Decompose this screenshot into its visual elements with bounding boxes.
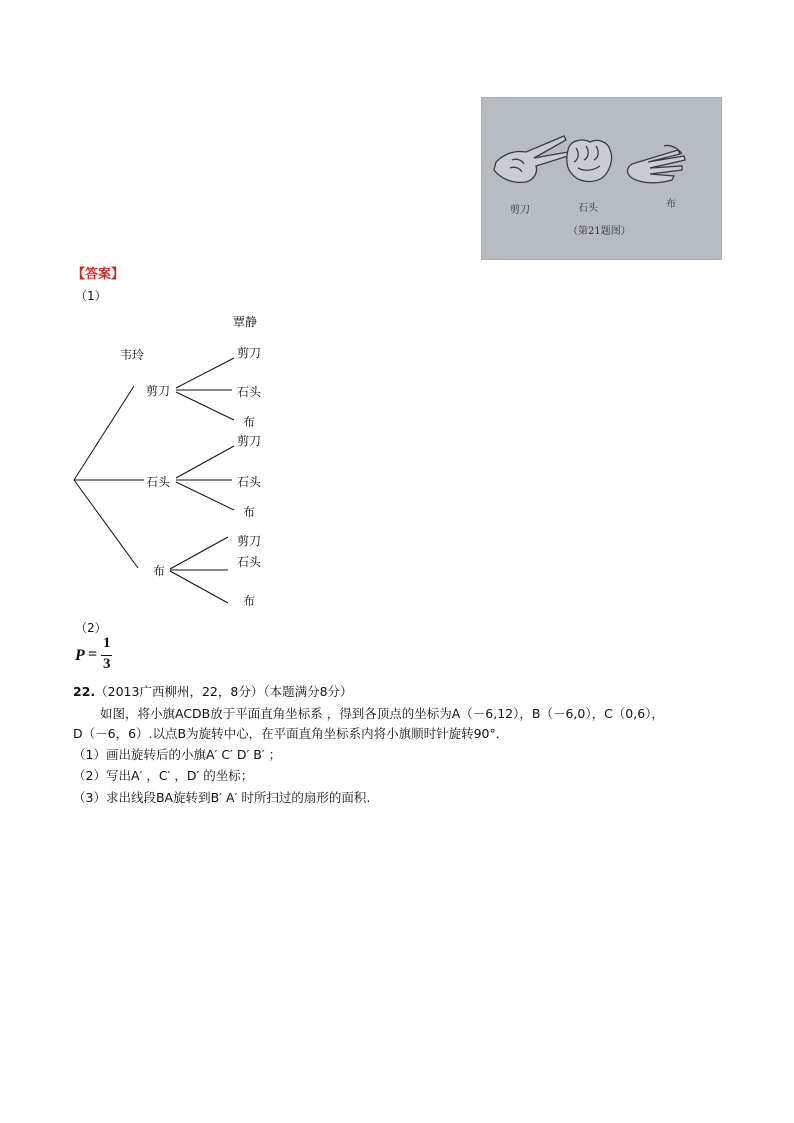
photo-label-paper: 布 [666,199,676,210]
question-line1: 如图，将小旗ACDB放于平面直角坐标系 ，得到各顶点的坐标为A（－6,12），B（－6,0），C（0,6）， [100,706,664,721]
branch-root-paper [74,480,138,568]
branch-rock-scissors [176,446,234,478]
probability-denominator: 3 [103,656,111,672]
probability-equals: = [88,646,98,663]
probability-numerator: 1 [103,635,111,651]
tree-node-l1-rock: 石头 [146,475,171,489]
probability-symbol: P [75,647,85,664]
tree-node-l2-paper-c: 布 [243,594,256,608]
tree-header-top: 覃静 [233,315,258,329]
question-number: 22. [73,684,96,699]
tree-node-l2-rock-b: 石头 [237,475,262,489]
photo-label-rock: 石头 [578,203,598,214]
branch-paper-scissors [170,537,228,569]
part1-label: （1） [75,289,107,303]
tree-node-l2-rock-a: 石头 [237,385,262,399]
tree-node-l2-paper-a: 布 [243,415,256,429]
branch-scissors-scissors [176,358,234,388]
tree-header-left: 韦玲 [120,348,145,362]
tree-node-l1-scissors: 剪刀 [146,384,171,398]
branch-scissors-paper [176,392,234,420]
question-header [73,682,353,700]
question-line2: D（－6，6）.以点B为旋转中心，在平面直角坐标系内将小旗顺时针旋转90°． [73,726,509,741]
part2-label: （2） [75,621,107,635]
tree-node-l2-scissors-b: 剪刀 [237,434,262,448]
answer-heading: 【答案】 [72,267,125,282]
branch-paper-paper [170,571,228,603]
question-item3: （3）求出线段BA旋转到B′ A′ 时所扫过的扇形的面积. [73,790,371,805]
branch-rock-paper [176,482,234,510]
branch-root-scissors [74,386,134,480]
question-item2: （2）写出A′ ，C′ ，D′ 的坐标； [73,768,254,783]
question-source: （2013广西柳州，22，8分）（本题满分8分） [95,684,353,699]
tree-node-l2-rock-c: 石头 [237,555,262,569]
tree-node-l2-scissors-a: 剪刀 [237,346,262,360]
tree-node-l2-paper-b: 布 [243,505,256,519]
photo-caption: （第21题图） [568,226,631,237]
tree-node-l1-paper: 布 [153,564,166,578]
photo-label-scissors: 剪刀 [510,205,530,216]
question-item1: （1）画出旋转后的小旗A′ C′ D′ B′ ； [73,747,282,762]
tree-node-l2-scissors-c: 剪刀 [237,534,262,548]
